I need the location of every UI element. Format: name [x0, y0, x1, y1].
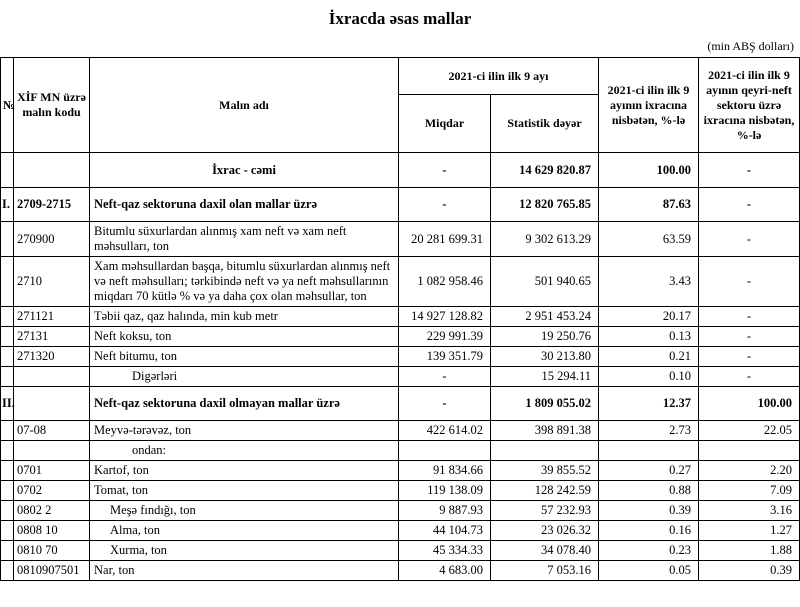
cell-no: [1, 367, 14, 387]
cell-qty: 4 683.00: [399, 561, 491, 581]
table-row: [1, 367, 800, 387]
cell-code: [14, 441, 90, 461]
cell-value: 7 053.16: [491, 561, 599, 581]
cell-value: 23 026.32: [491, 521, 599, 541]
cell-name: Meşə fındığı, ton: [90, 501, 399, 521]
cell-qty: 45 334.33: [399, 541, 491, 561]
table-row: [1, 481, 800, 501]
cell-share1: 0.88: [599, 481, 699, 501]
cell-no: [1, 501, 14, 521]
cell-share1: 0.16: [599, 521, 699, 541]
cell-code: 270900: [14, 222, 90, 257]
cell-share1: 87.63: [599, 188, 699, 222]
cell-qty: -: [399, 367, 491, 387]
cell-share1: 0.05: [599, 561, 699, 581]
cell-no: [1, 327, 14, 347]
cell-name: Nar, ton: [90, 561, 399, 581]
cell-qty: [399, 441, 491, 461]
table-row: [1, 327, 800, 347]
cell-code: [14, 367, 90, 387]
cell-code: 0702: [14, 481, 90, 501]
cell-name: Digərləri: [90, 367, 399, 387]
cell-qty: 14 927 128.82: [399, 307, 491, 327]
cell-share1: 100.00: [599, 153, 699, 188]
cell-qty: 139 351.79: [399, 347, 491, 367]
cell-code: 0808 10: [14, 521, 90, 541]
cell-qty: -: [399, 188, 491, 222]
cell-share1: 0.13: [599, 327, 699, 347]
table-row: [1, 561, 800, 581]
cell-share2: 22.05: [699, 421, 800, 441]
cell-share1: 0.27: [599, 461, 699, 481]
table-row: [1, 501, 800, 521]
table-row: [1, 257, 800, 307]
table-row: [1, 521, 800, 541]
cell-code: [14, 153, 90, 188]
cell-share1: 3.43: [599, 257, 699, 307]
cell-share2: 1.88: [699, 541, 800, 561]
header-share-nonoil: 2021-ci ilin ilk 9 ayının qeyri-neft sektoru üzrə ixracına nisbətən, %-lə: [699, 58, 800, 153]
cell-name: İxrac - cəmi: [90, 153, 399, 188]
cell-name: Kartof, ton: [90, 461, 399, 481]
cell-share2: -: [699, 188, 800, 222]
cell-no: [1, 347, 14, 367]
cell-no: [1, 222, 14, 257]
cell-share2: 7.09: [699, 481, 800, 501]
cell-no: [1, 257, 14, 307]
cell-share2: 100.00: [699, 387, 800, 421]
cell-value: 30 213.80: [491, 347, 599, 367]
exports-table: [0, 57, 800, 581]
cell-value: 12 820 765.85: [491, 188, 599, 222]
cell-value: 501 940.65: [491, 257, 599, 307]
cell-no: [1, 481, 14, 501]
cell-code: 271121: [14, 307, 90, 327]
cell-share1: 12.37: [599, 387, 699, 421]
cell-name: Təbii qaz, qaz halında, min kub metr: [90, 307, 399, 327]
cell-code: 07-08: [14, 421, 90, 441]
header-stat-value: Statistik dəyər: [491, 95, 599, 153]
cell-qty: 9 887.93: [399, 501, 491, 521]
cell-share1: 0.21: [599, 347, 699, 367]
table-body: [1, 153, 800, 581]
cell-share2: -: [699, 327, 800, 347]
cell-value: 34 078.40: [491, 541, 599, 561]
cell-no: II.: [1, 387, 14, 421]
cell-value: 57 232.93: [491, 501, 599, 521]
cell-share2: -: [699, 367, 800, 387]
cell-qty: 229 991.39: [399, 327, 491, 347]
cell-share2: 0.39: [699, 561, 800, 581]
table-row: [1, 153, 800, 188]
cell-value: 15 294.11: [491, 367, 599, 387]
table-row: [1, 222, 800, 257]
cell-no: [1, 461, 14, 481]
cell-value: [491, 441, 599, 461]
table-row: [1, 387, 800, 421]
cell-code: 2709-2715: [14, 188, 90, 222]
cell-qty: 422 614.02: [399, 421, 491, 441]
cell-value: 1 809 055.02: [491, 387, 599, 421]
cell-name: Xam məhsullardan başqa, bitumlu süxurlardan alınmış neft və neft məhsulları; tərkibində neft və ya neft məhsullarının miqdarı 70 kütlə % və ya daha çox olan məhsullar, ton: [90, 257, 399, 307]
cell-share2: -: [699, 153, 800, 188]
cell-value: 128 242.59: [491, 481, 599, 501]
header-share-export: 2021-ci ilin ilk 9 ayının ixracına nisbətən, %-lə: [599, 58, 699, 153]
cell-no: [1, 307, 14, 327]
cell-code: 271320: [14, 347, 90, 367]
header-code: XİF MN üzrə malın kodu: [14, 58, 90, 153]
cell-qty: 119 138.09: [399, 481, 491, 501]
cell-name: Xurma, ton: [90, 541, 399, 561]
header-qty: Miqdar: [399, 95, 491, 153]
cell-no: [1, 441, 14, 461]
table-row: [1, 461, 800, 481]
cell-name: Neft koksu, ton: [90, 327, 399, 347]
cell-code: 2710: [14, 257, 90, 307]
cell-name: Tomat, ton: [90, 481, 399, 501]
cell-name: Neft bitumu, ton: [90, 347, 399, 367]
cell-qty: 44 104.73: [399, 521, 491, 541]
cell-name: Bitumlu süxurlardan alınmış xam neft və xam neft məhsulları, ton: [90, 222, 399, 257]
cell-code: 0802 2: [14, 501, 90, 521]
cell-share1: 63.59: [599, 222, 699, 257]
cell-share1: 0.39: [599, 501, 699, 521]
cell-qty: -: [399, 153, 491, 188]
cell-share2: 2.20: [699, 461, 800, 481]
cell-code: [14, 387, 90, 421]
cell-share2: 3.16: [699, 501, 800, 521]
cell-code: 0810 70: [14, 541, 90, 561]
table-row: [1, 541, 800, 561]
cell-no: I.: [1, 188, 14, 222]
cell-name: ondan:: [90, 441, 399, 461]
cell-qty: 20 281 699.31: [399, 222, 491, 257]
cell-share2: 1.27: [699, 521, 800, 541]
cell-share1: 20.17: [599, 307, 699, 327]
header-no: №: [1, 58, 14, 153]
cell-name: Meyvə-tərəvəz, ton: [90, 421, 399, 441]
cell-value: 19 250.76: [491, 327, 599, 347]
table-row: [1, 307, 800, 327]
cell-share1: [599, 441, 699, 461]
cell-qty: 1 082 958.46: [399, 257, 491, 307]
cell-qty: -: [399, 387, 491, 421]
cell-share1: 0.23: [599, 541, 699, 561]
cell-code: 0810907501: [14, 561, 90, 581]
cell-no: [1, 561, 14, 581]
cell-no: [1, 153, 14, 188]
cell-value: 2 951 453.24: [491, 307, 599, 327]
cell-name: Neft-qaz sektoruna daxil olan mallar üzrə: [90, 188, 399, 222]
cell-code: 27131: [14, 327, 90, 347]
table-header: [1, 58, 800, 153]
header-name: Malın adı: [90, 58, 399, 153]
cell-share2: [699, 441, 800, 461]
cell-code: 0701: [14, 461, 90, 481]
cell-share1: 2.73: [599, 421, 699, 441]
cell-share1: 0.10: [599, 367, 699, 387]
cell-name: Neft-qaz sektoruna daxil olmayan mallar üzrə: [90, 387, 399, 421]
cell-value: 14 629 820.87: [491, 153, 599, 188]
cell-name: Alma, ton: [90, 521, 399, 541]
cell-share2: -: [699, 307, 800, 327]
cell-value: 398 891.38: [491, 421, 599, 441]
table-row: [1, 421, 800, 441]
cell-value: 9 302 613.29: [491, 222, 599, 257]
cell-qty: 91 834.66: [399, 461, 491, 481]
cell-share2: -: [699, 257, 800, 307]
cell-no: [1, 521, 14, 541]
table-row: [1, 441, 800, 461]
unit-note: (min ABŞ dolları): [707, 39, 794, 53]
cell-no: [1, 421, 14, 441]
table-row: [1, 188, 800, 222]
page-title: İxracda əsas mallar: [328, 9, 472, 28]
cell-share2: -: [699, 347, 800, 367]
table-row: [1, 347, 800, 367]
cell-share2: -: [699, 222, 800, 257]
header-period-group: 2021-ci ilin ilk 9 ayı: [399, 58, 599, 95]
cell-value: 39 855.52: [491, 461, 599, 481]
cell-no: [1, 541, 14, 561]
